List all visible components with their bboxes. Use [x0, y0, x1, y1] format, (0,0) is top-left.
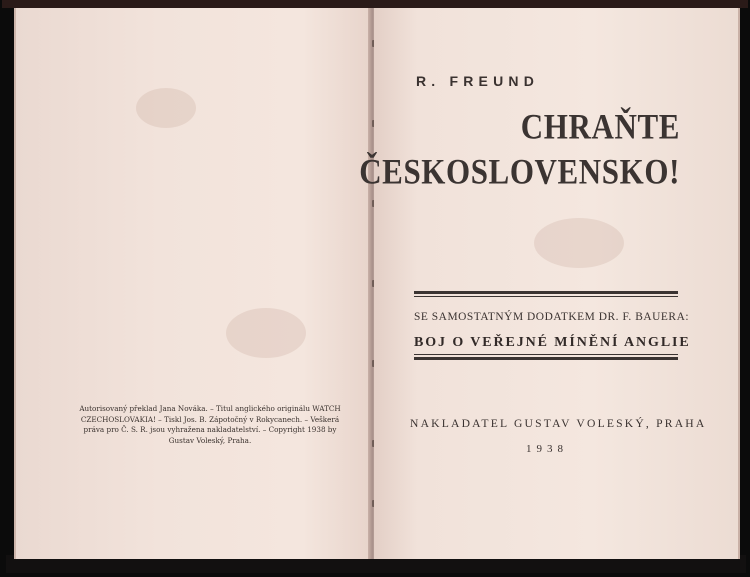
author-name: R. FREUND [416, 73, 540, 89]
imprint-line: Autorisovaný překlad Jana Nováka. – Titul anglického originálu WATCH [79, 404, 341, 413]
rule-top [414, 291, 678, 294]
rule-bottom-thin [414, 354, 678, 355]
paper-stain [534, 218, 624, 268]
supplement-note: SE SAMOSTATNÝM DODATKEM DR. F. BAUERA: [414, 311, 690, 323]
book-cover-top-edge [2, 0, 748, 8]
book-title-line-2: ČESKOSLOVENSKO! [359, 151, 680, 192]
paper-stain [226, 308, 306, 358]
title-page [359, 8, 740, 559]
rule-bottom [414, 357, 678, 360]
publisher-line: NAKLADATEL GUSTAV VOLESKÝ, PRAHA [410, 417, 707, 430]
publication-year: 1938 [526, 443, 568, 455]
imprint-line: Gustav Voleský, Praha. [168, 435, 252, 445]
book-subtitle: BOJ O VEŘEJNÉ MÍNĚNÍ ANGLIE [414, 335, 691, 350]
left-page [14, 8, 374, 559]
imprint-line: práva pro Č. S. R. jsou vyhražena nakladatelství. – Copyright 1938 by [83, 425, 337, 435]
book-title-line-1: CHRAŇTE [520, 106, 680, 147]
imprint-line: CZECHOSLOVAKIA! – Tiskl Jos. B. Zápotočný v Rokycanech. – Veškerá [80, 414, 340, 424]
imprint-note [66, 404, 354, 446]
rule-top-thin [414, 296, 678, 297]
paper-stain [136, 88, 196, 128]
